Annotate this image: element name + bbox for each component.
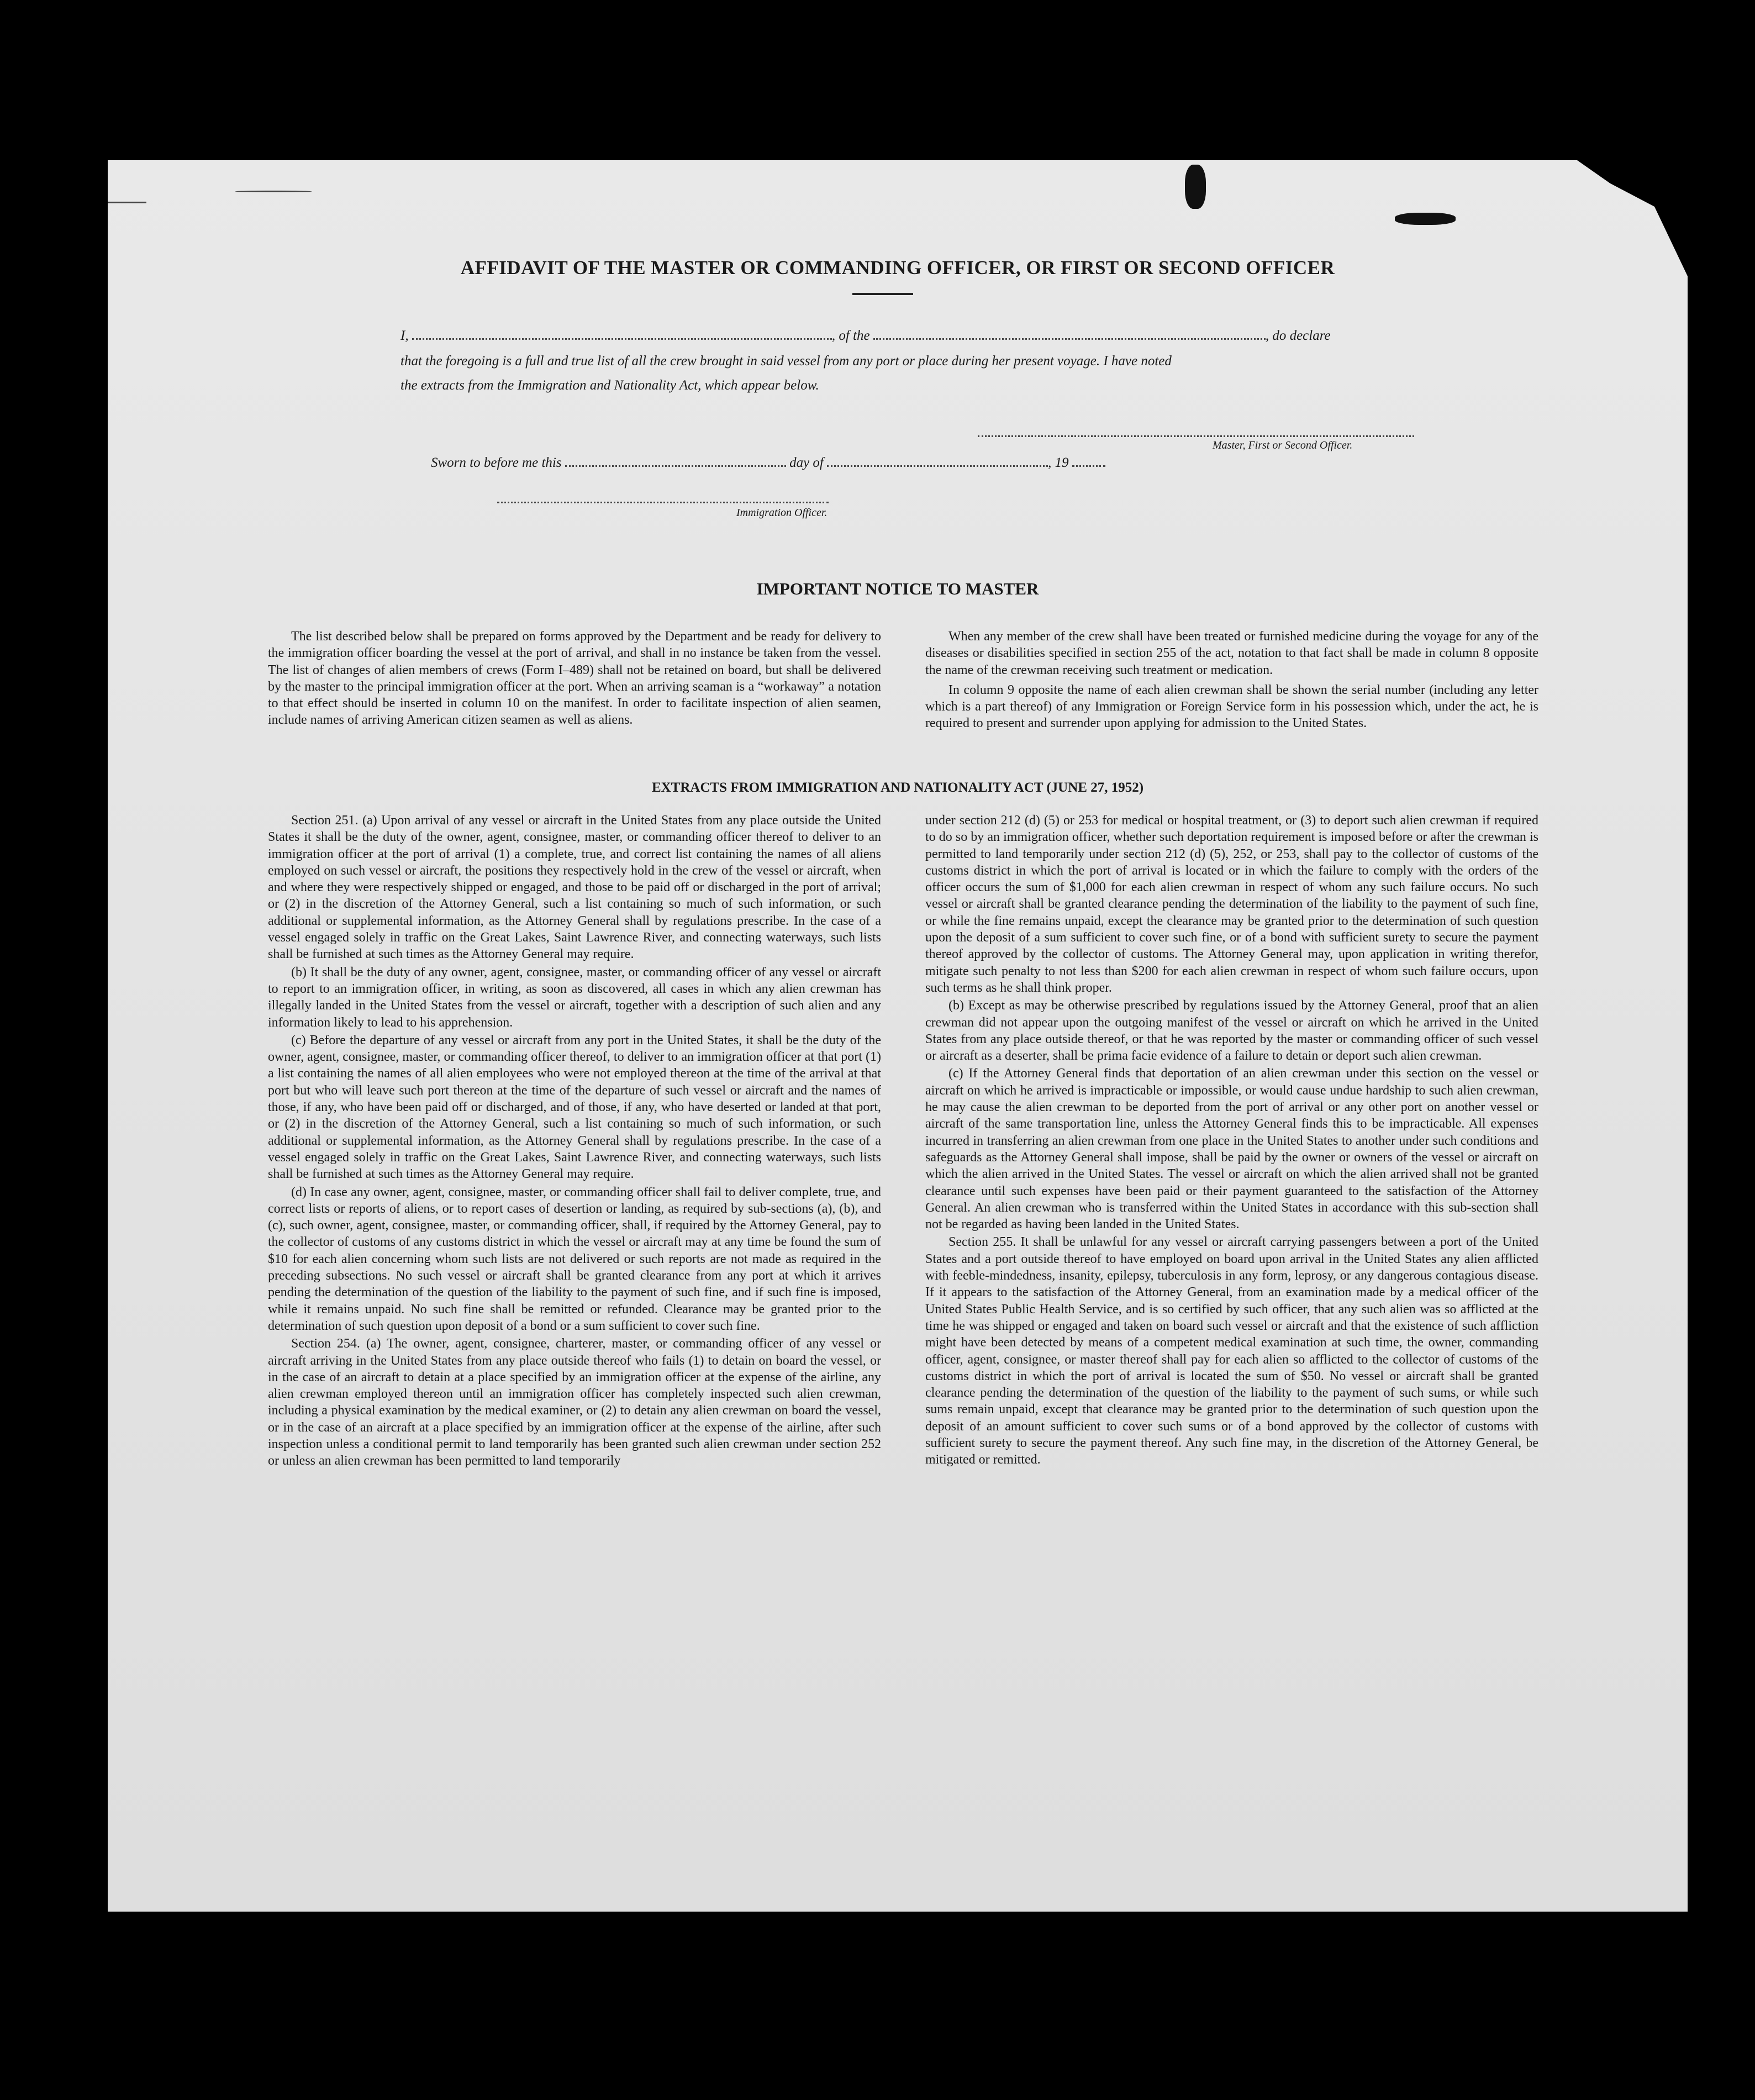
notice-right-paragraph-2: In column 9 opposite the name of each alien crewman shall be shown the serial number (including any letter which is a part thereof) of any Immigration or Foreign Service form in his possession which, under the act, he is required to present and surrender upon applying for admission to the United States. — [925, 682, 1538, 731]
declaration-line-1 — [400, 328, 1522, 344]
section-254-a-continued: under section 212 (d) (5) or 253 for medical or hospital treatment, or (3) to deport such alien crewman if required to do so by an immigration officer, whether such deportation requirement is imposed before or after the crewman is permitted to land temporarily under section 212 (d) (5), 252, or 253, shall pay to the collector of customs of the customs district in which the port of arrival is located or in which the failure to comply with the orders of the officer occurs the sum of $1,000 for each alien crewman in respect of whom any such failure occurs. No such vessel or aircraft shall be granted clearance pending the determination of the liability to the payment of such fine, or while the fine remains unpaid, except the clearance may be granted prior to the determination of such question upon the deposit of a sum sufficient to cover such fine, or of a bond with sufficient surety to secure the payment thereof approved by the collector of customs. The Attorney General may, upon application in writing therefor, mitigate such penalty to not less than $200 for each alien crewman in respect of whom such failure occurs, upon such terms as he shall think proper. — [925, 813, 1538, 995]
officer-signature-line[interactable] — [497, 502, 829, 503]
name-field[interactable] — [412, 338, 832, 340]
declaration-of-the: , of the — [831, 328, 870, 343]
ink-smudge — [1185, 165, 1206, 209]
sworn-month-field[interactable] — [827, 465, 1048, 467]
document-page — [108, 160, 1688, 1912]
section-255: Section 255. It shall be unlawful for any vessel or aircraft carrying passengers between a port of the United States and a port outside thereof to have employed on board upon arrival in the United States any alien afflicted with feeble-mindedness, insanity, epilepsy, tuberculosis in any form, leprosy, or any dangerous contagious disease. If it appears to the satisfaction of the Attorney General, from an examination made by a medical officer of the United States Public Health Service, and is so certified by such officer, that any such alien was so afflicted at the time he was shipped or engaged and taken on board such vessel or aircraft and that the existence of such affliction might have been detected by means of a competent medical examination at such time, the owner, commanding officer, agent, consignee, or master thereof shall pay for each alien so afflicted to the collector of customs of the customs district in which the port of arrival is located the sum of $50. No vessel or aircraft shall be granted clearance pending the determination of the question of the liability to the payment of such sums, or while such sums remain unpaid, except that clearance may be granted prior to the determination of such question upon the deposit of an amount sufficient to cover such sums or of a bond approved by the collector of customs with sufficient surety to secure the payment thereof. Any such fine may, in the discretion of the Attorney General, be mitigated or remitted. — [925, 1235, 1538, 1467]
vessel-field[interactable] — [873, 338, 1266, 340]
declaration-line-3: the extracts from the Immigration and Nationality Act, which appear below. — [400, 378, 819, 393]
notice-right-column — [925, 628, 1538, 733]
declaration-i: I, — [400, 328, 409, 343]
section-251-b: (b) It shall be the duty of any owner, agent, consignee, master, or commanding officer of any vessel or aircraft to report to an immigration officer, in writing, as soon as discovered, all cases in which any alien crewman has illegally landed in the United States from the vessel or aircraft, together with a description of such alien and any information likely to lead to his apprehension. — [268, 965, 881, 1030]
notice-left-column — [268, 628, 881, 730]
affidavit-title: AFFIDAVIT OF THE MASTER OR COMMANDING OFFICER, OR FIRST OR SECOND OFFICER — [460, 257, 1335, 278]
ink-smudge — [1395, 213, 1456, 225]
title-rule — [852, 293, 913, 295]
section-254-b: (b) Except as may be otherwise prescribed by regulations issued by the Attorney General, proof that an alien crewman did not appear upon the outgoing manifest of the vessel or aircraft on which he arrived in the United States from any place outside thereof, or that he was reported by the master or commanding officer of such vessel or aircraft as a deserter, shall be prima facie evidence of a failure to detain or deport such alien crewman. — [925, 998, 1538, 1064]
notice-right-paragraph-1: When any member of the crew shall have been treated or furnished medicine during the voyage for any of the diseases or disabilities specified in section 255 of the act, notation to that fact shall be made in column 8 opposite the name of the crewman receiving such treatment or medication. — [925, 629, 1538, 677]
section-251-d: (d) In case any owner, agent, consignee, master, or commanding officer shall fail to deliver complete, true, and correct lists or reports of aliens, or to report cases of desertion or landing, as required by sub-sections (a), (b), and (c), such owner, agent, consignee, master, or commanding officer, shall, if required by the Attorney General, pay to the collector of customs of any customs district in which the vessel or aircraft may at any time be found the sum of $10 for each alien concerning whom such lists are not delivered or such reports are not made as required in the preceding subsections. No such vessel or aircraft shall be granted clearance from any port at which it arrives pending the determination of the question of the liability to the payment of such fine, and if such fine is imposed, while it remains unpaid. No such fine shall be remitted or refunded. Clearance may be granted prior to the determination of such question upon deposit of a bond or a sum sufficient to cover such fine. — [268, 1185, 881, 1333]
notice-heading: IMPORTANT NOTICE TO MASTER — [756, 579, 1039, 598]
section-254-a: Section 254. (a) The owner, agent, consignee, charterer, master, or commanding officer of any vessel or aircraft arriving in the United States from any place outside thereof who fails (1) to detain on board the vessel, or in the case of an aircraft to detain at a place specified by an immigration officer at the expense of the airline, any alien crewman employed thereon until an immigration officer has completely inspected such alien crewman, including a physical examination by the medical examiner, or (2) to detain any alien crewman on board the vessel, or in the case of an aircraft at a place specified by an immigration officer at the expense of the airline, after such inspection unless a conditional permit to land temporarily has been granted such alien crewman under section 252 or unless an alien crewman has been permitted to land temporarily — [268, 1336, 881, 1469]
sworn-line — [431, 455, 1105, 471]
master-signature-line[interactable] — [978, 435, 1414, 437]
sworn-prefix: Sworn to before me this — [431, 455, 562, 470]
extracts-right-column — [925, 812, 1538, 1470]
sworn-year-prefix: , 19 — [1048, 455, 1069, 470]
section-251-a: Section 251. (a) Upon arrival of any vessel or aircraft in the United States from any place outside the United States it shall be the duty of the owner, agent, consignee, master, or commanding officer thereof to deliver to an immigration officer at the port of arrival (1) a complete, true, and correct list containing the names of all aliens employed on such vessel or aircraft, the positions they respectively hold in the crew of the vessel or aircraft, when and where they were respectively shipped or engaged, and those to be paid off or discharged in the port of arrival; or (2) in the discretion of the Attorney General, such a list containing so much of such information, or such additional or supplemental information, as the Attorney General shall by regulations prescribe. In the case of a vessel engaged solely in traffic on the Great Lakes, Saint Lawrence River, and connecting waterways, such lists shall be furnished at such times as the Attorney General may require. — [268, 813, 881, 962]
sworn-day-field[interactable] — [565, 465, 786, 467]
declaration-line-2: that the foregoing is a full and true list of all the crew brought in said vessel from any port or place during her present voyage. I have noted — [400, 354, 1172, 369]
officer-signature-caption: Immigration Officer. — [736, 507, 828, 519]
sworn-day-of: day of — [789, 455, 824, 470]
extracts-left-column — [268, 812, 881, 1471]
section-251-c: (c) Before the departure of any vessel or aircraft from any port in the United States, it shall be the duty of the owner, agent, consignee, master, or commanding officer thereof, to deliver to an immigration officer at that port (1) a list containing the names of all alien employees who were not employed thereon at the time of the arrival at that port but who will leave such port thereon at the time of the departure of such vessel or aircraft and the names of those, if any, who have been paid off or discharged, and of those, if any, who have deserted or landed at that port, or (2) in the discretion of the Attorney General, such a list containing so much of such information, or such additional or supplemental information, as the Attorney General shall by regulations prescribe. In the case of a vessel engaged solely in traffic on the Great Lakes, Saint Lawrence River, and connecting waterways, such lists shall be furnished at such times as the Attorney General may require. — [268, 1033, 881, 1182]
declaration-do-declare: , do declare — [1265, 328, 1331, 343]
notice-left-paragraph: The list described below shall be prepared on forms approved by the Department and be ready for delivery to the immigration officer boarding the vessel at the port of arrival, and shall in no instance be taken from the vessel. The list of changes of alien members of crews (Form I–489) shall not be retained on board, but shall be delivered by the master to the principal immigration officer at the port. When an arriving seaman is a “workaway” a notation to that effect should be inserted in column 10 on the manifest. In order to facilitate inspection of alien seamen, include names of arriving American citizen seamen as well as aliens. — [268, 629, 881, 728]
extracts-heading: EXTRACTS FROM IMMIGRATION AND NATIONALITY ACT (JUNE 27, 1952) — [651, 780, 1144, 795]
scan-mark — [108, 202, 146, 203]
sworn-year-field[interactable] — [1072, 465, 1105, 467]
section-254-c: (c) If the Attorney General finds that deportation of an alien crewman under this section on the vessel or aircraft on which he arrived is impracticable or impossible, or would cause undue hardship to such alien crewman, he may cause the alien crewman to be deported from the port of arrival or any other port on another vessel or aircraft of the same transportation line, unless the Attorney General finds this to be impracticable. All expenses incurred in transferring an alien crewman from one place in the United States to another under such conditions and safeguards as the Attorney General shall impose, shall be paid by the owner or owners of the vessel or aircraft on which the alien arrived in the United States. The vessel or aircraft on which the alien arrived shall not be granted clearance until such expenses have been paid or their payment guaranteed to the satisfaction of the Attorney General. An alien crewman who is transferred within the United States in accordance with this sub-section shall not be regarded as having been landed in the United States. — [925, 1066, 1538, 1232]
master-signature-caption: Master, First or Second Officer. — [1213, 439, 1353, 451]
scan-mark — [235, 191, 312, 192]
